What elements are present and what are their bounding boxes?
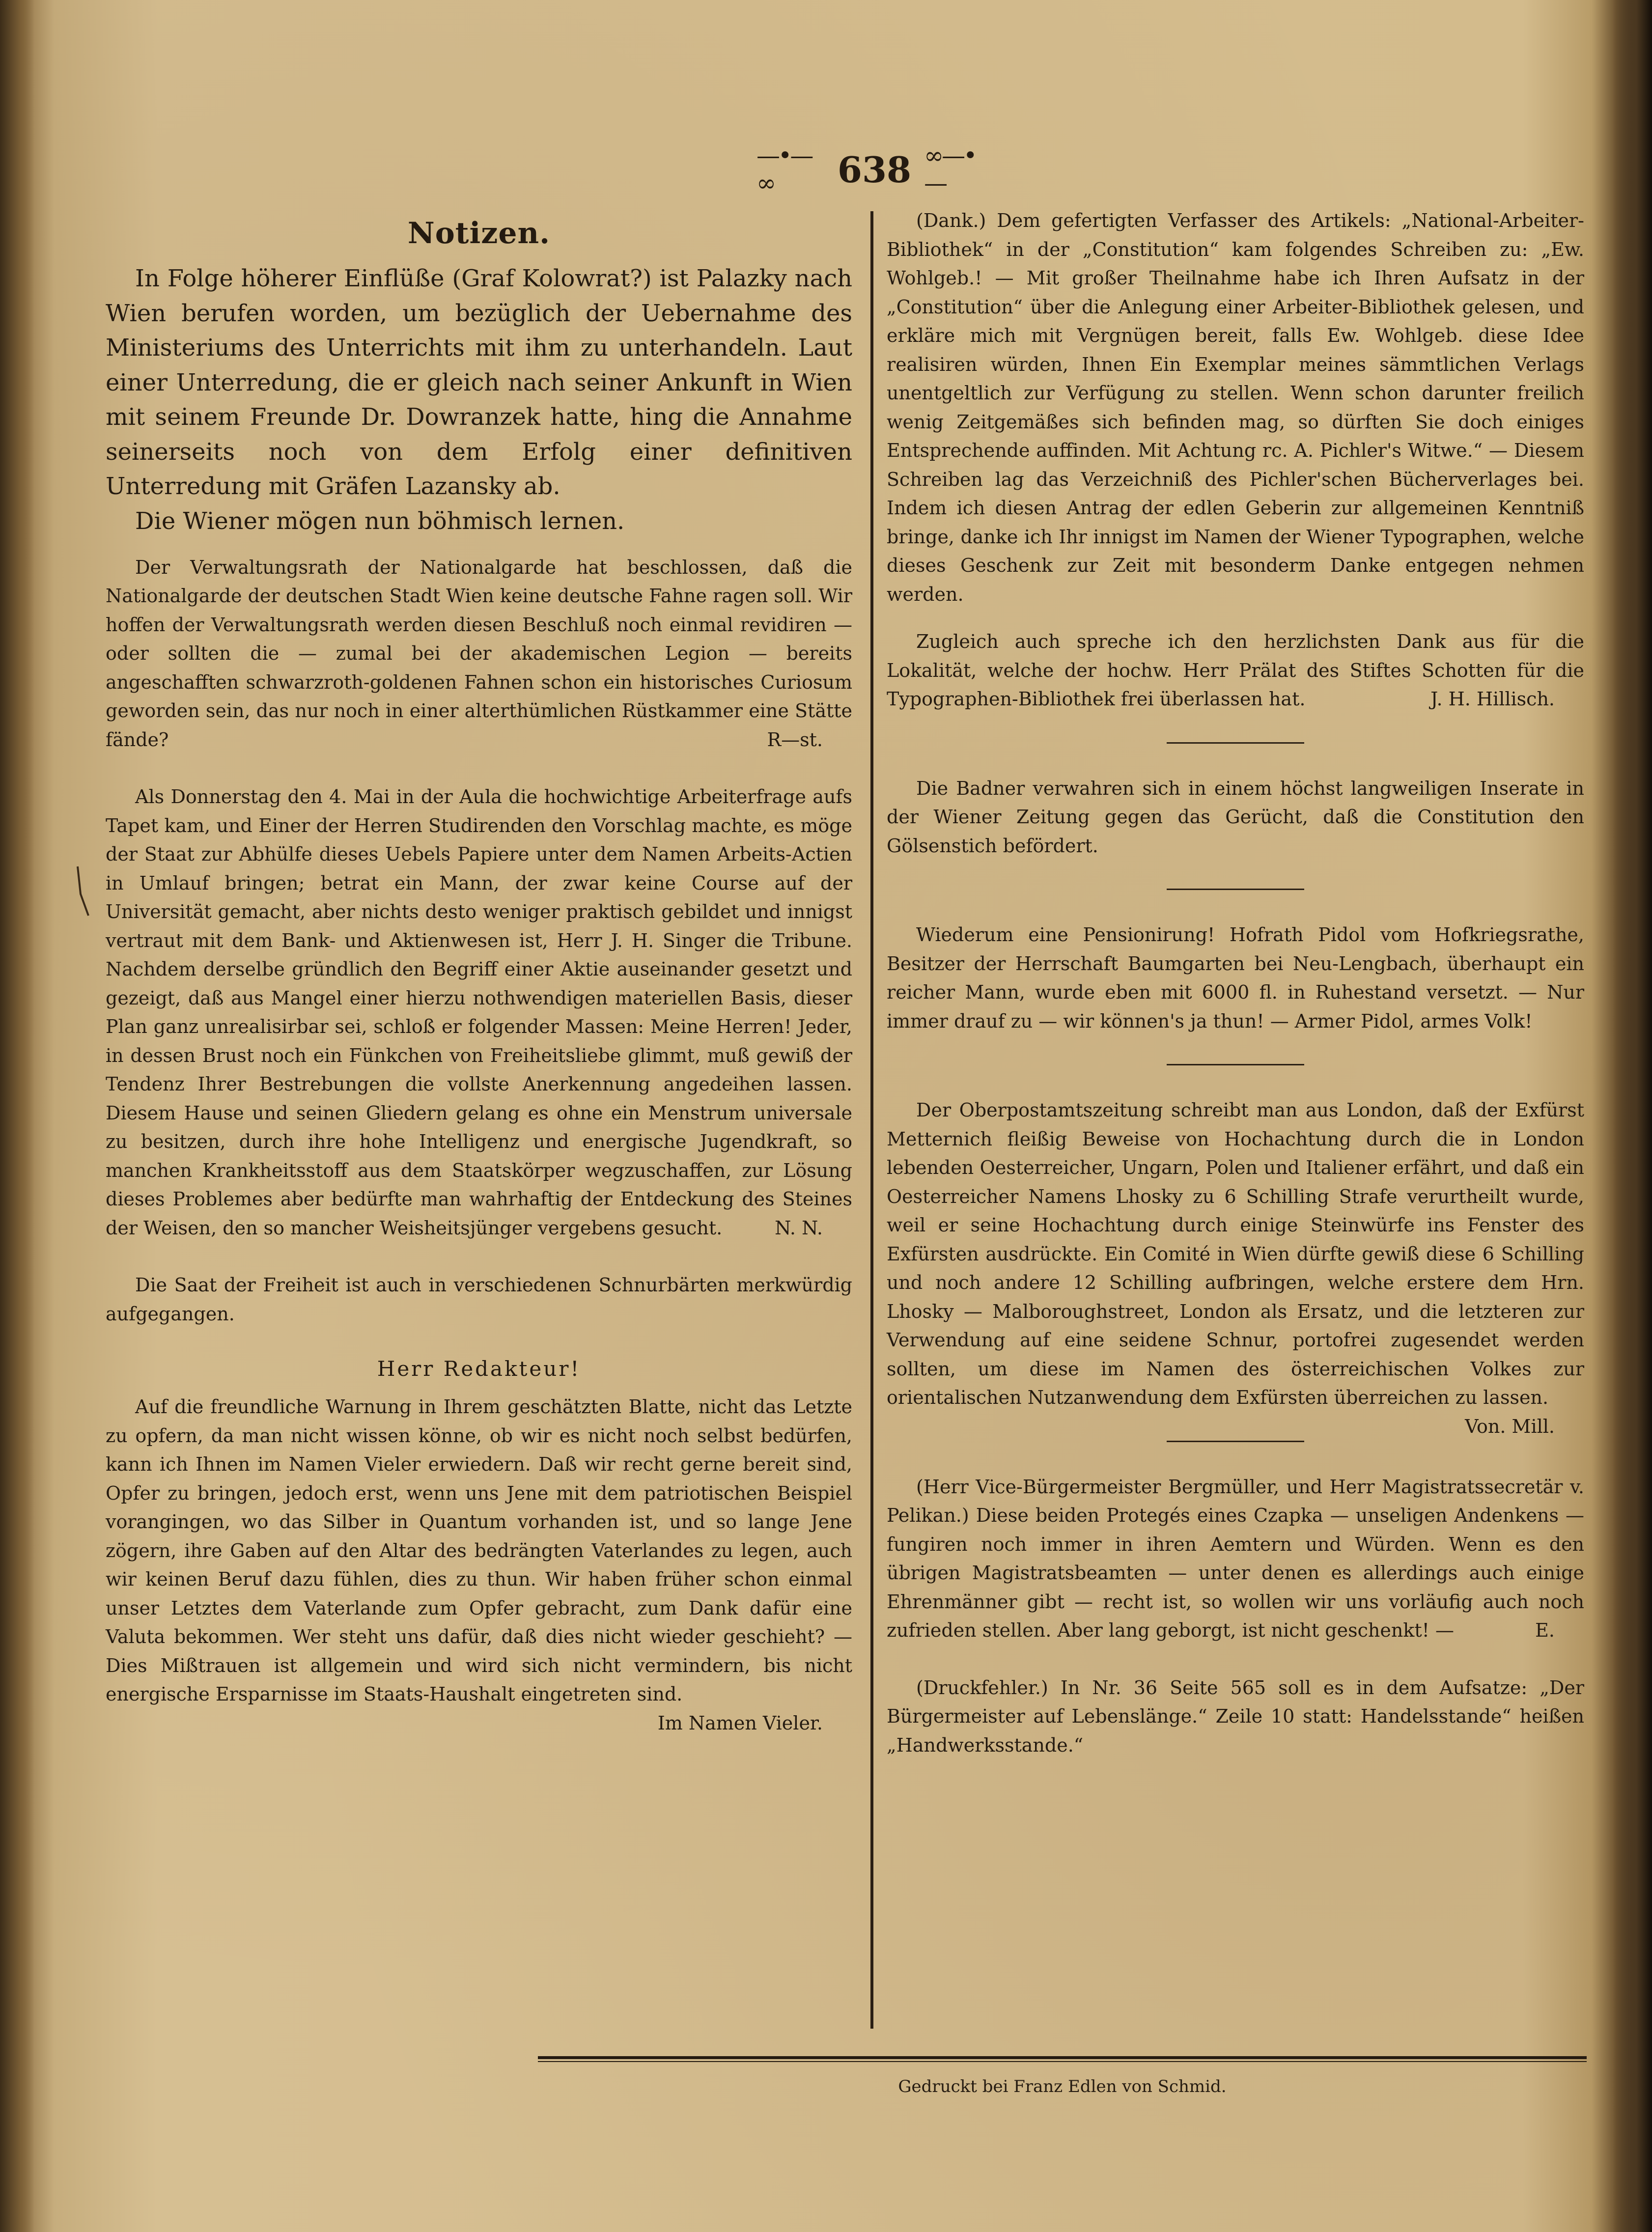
notice-metternich-text: Der Oberpostamtszeitung schreibt man aus London, daß der Exfürst Metternich fleißig Beweise von Hochachtung durch die in London lebenden Oesterreicher, Ungarn, Polen und Italiener erfährt, und daß ein Oesterreicher Namens Lhosky zu 6 Schilling Strafe verurtheilt wurde, weil er seine Hochachtung durch einige Steinwürfe ins Fenster des Exfürsten ausdrückte. Ein Comité in Wien dürfte gewiß diese 6 Schilling und noch andere 12 Schilling aufbringen, welche erstere dem Hrn. Lhosky — Malboroughstreet, London als Ersatz, und die letzteren zur Verwendung auf eine seidene Schnur, portofrei zugesendet werden sollten, um diese im Namen des österreichischen Volkes zur orientalischen Nutzanwendung dem Exfürsten überreichen zu lassen. (887, 1099, 1584, 1408)
column-divider (870, 211, 873, 2029)
spacer (887, 1645, 1584, 1674)
page-edge-shadow (1613, 0, 1652, 2232)
notice-arbeiterfrage-signature: N. N. (775, 1217, 823, 1239)
notice-palazky-closing (106, 504, 852, 538)
notice-dank: (Dank.) Dem gefertigten Verfasser des Artikels: „National-Arbeiter-Bibliothek“ in der „Constitution“ kam folgendes Schreiben zu: „Ew. Wohlgeb.! — Mit großer Theilnahme habe ich Ihren Aufsatz in der „Constitution“ über die Anlegung einer Arbeiter-Bibliothek gelesen, und erkläre mich mit Vergnügen bereit, falls Ew. Wohlgeb. diese Idee realisiren würden, Ihnen Ein Exemplar meines sämmtlichen Verlags unentgeltlich zur Verfügung zu stellen. Wenn schon darunter freilich wenig Zeitgemäßes sich befinden mag, so dürften Sie doch einiges Entsprechende auffinden. Mit Achtung rc. A. Pichler's Witwe.“ — Diesem Schreiben lag das Verzeichniß des Pichler'schen Bücherverlages bei. Indem ich diesen Antrag der edlen Geberin zur allgemeinen Kenntniß bringe, danke ich Ihr innigst im Namen der Wiener Typographen, welche dieses Geschenk zur Zeit mit besonderm Danke entgegen nehmen werden. (887, 210, 1584, 605)
margin-pencil-mark (74, 865, 93, 919)
closing-line: Die Wiener mögen nun böhmisch lernen. (135, 507, 625, 535)
letter-signature: Im Namen Vieler. (657, 1712, 823, 1734)
section-title: Notizen. (407, 216, 551, 251)
left-column (106, 216, 852, 1737)
separator-rule (1167, 1064, 1304, 1065)
spacer (106, 1328, 852, 1357)
separator-rule (1167, 742, 1304, 744)
separator-rule (1167, 889, 1304, 890)
notice-badner: Die Badner verwahren sich in einem höchst langweiligen Inserate in der Wiener Zeitung gegen das Gerücht, daß die Constitution den Gölsenstich befördert. (887, 777, 1584, 857)
footer-rule (538, 2056, 1587, 2059)
notice-arbeiterfrage-text: Als Donnerstag den 4. Mai in der Aula die hochwichtige Arbeiterfrage aufs Tapet kam, und Einer der Herren Studirenden den Vorschlag machte, es möge der Staat zur Abhülfe dieses Uebels Papiere unter dem Namen Arbeits-Actien in Umlauf bringen; betrat ein Mann, der zwar keine Course auf der Universität gemacht, aber nichts desto weniger praktisch gebildet und innigst vertraut mit dem Bank- und Aktienwesen ist, Herr J. H. Singer die Tribune. Nachdem derselbe gründlich den Begriff einer Aktie auseinander gesetzt und gezeigt, daß aus Mangel einer hierzu nothwendigen materiellen Basis, dieser Plan ganz unrealisirbar sei, schloß er folgender Massen: Meine Herren! Jeder, in dessen Brust noch ein Fünkchen von Freiheitsliebe glimmt, muß gewiß der Tendenz Ihrer Bestrebungen die vollste Anerkennung angedeihen lassen. Diesem Hause und seinen Gliedern gelang es ohne ein Menstrum universale zu besitzen, durch ihre hohe Intelligenz und energische Jugendkraft, so manchen Krankheitsstoff aus dem Staatskörper wegzuschaffen, zur Lösung dieses Problemes aber bedürfte man wahrhaftig der Entdeckung des Steines der Weisen, den so mancher Weisheitsjünger vergebens gesucht. (106, 786, 852, 1239)
notice-vice-buergermeister (887, 1473, 1584, 1645)
printer-imprint: Gedruckt bei Franz Edlen von Schmid. (898, 2077, 1227, 2096)
spacer (106, 754, 852, 782)
notice-nationalgarde-signature: R—st. (767, 728, 823, 751)
separator-rule (1167, 1441, 1304, 1442)
notice-vice-signature: E. (1535, 1619, 1555, 1641)
notice-schnurbaerte: Die Saat der Freiheit ist auch in verschiedenen Schnurbärten merkwürdig aufgegangen. (106, 1274, 852, 1325)
letter-body (106, 1393, 852, 1734)
letter-heading: Herr Redakteur! (377, 1357, 581, 1381)
spacer (887, 609, 1584, 627)
notice-dank-signature: J. H. Hillisch. (1430, 688, 1555, 710)
notice-vice-text: (Herr Vice-Bürgermeister Bergmüller, und Herr Magistratssecretär v. Pelikan.) Diese beiden Protegés eines Czapka — unseligen Andenkens — fungiren noch immer in ihren Aemtern und Würden. Wenn es den übrigen Magistratsbeamten — unter denen es allerdings auch einige Ehrenmänner gibt — recht ist, so wollen wir uns vorläufig auch noch zufrieden stellen. Aber lang geborgt, ist nicht geschenkt! — (887, 1476, 1584, 1641)
page-header (756, 142, 992, 196)
notice-metternich (887, 1096, 1584, 1437)
notice-nationalgarde-text: Der Verwaltungsrath der Nationalgarde hat beschlossen, daß die Nationalgarde der deutschen Stadt Wien keine deutsche Fahne ragen soll. Wir hoffen der Verwaltungsrath werden diesen Beschluß noch einmal revidiren — oder sollten die — zumal bei der akademischen Legion — bereits angeschafften schwarzroth-goldenen Fahnen schon ein historisches Curiosum geworden sein, das nur noch in einer alterthümlichen Rüstkammer eine Stätte fände? (106, 556, 852, 751)
right-ornament-icon: ∞—•— (924, 142, 976, 197)
notice-palazky: In Folge höherer Einflüße (Graf Kolowrat?) ist Palazky nach Wien berufen worden, um bezüglich der Uebernahme des Ministeriums des Unterrichts mit ihm zu unterhandeln. Laut einer Unterredung, die er gleich nach seiner Ankunft in Wien mit seinem Freunde Dr. Dowranzek hatte, hing die Annahme seinerseits noch von dem Erfolg einer definitiven Unterredung mit Gräfen Lazansky ab. (106, 265, 852, 500)
left-ornament-icon: —•—∞ (756, 142, 812, 197)
notice-nationalgarde (106, 553, 852, 754)
right-column (887, 206, 1584, 1759)
spacer (106, 1242, 852, 1271)
page-number: 638 (837, 148, 912, 191)
notice-pensionirung: Wiederum eine Pensionirung! Hofrath Pidol vom Hofkriegsrathe, Besitzer der Herrschaft Baumgarten bei Neu-Lengbach, überhaupt ein reicher Mann, wurde eben mit 6000 fl. in Ruhestand versetzt. — Nur immer drauf zu — wir können's ja thun! — Armer Pidol, armes Volk! (887, 924, 1584, 1032)
notice-dank-2 (887, 627, 1584, 714)
footer-rule-thin (538, 2061, 1587, 2062)
notice-arbeiterfrage (106, 782, 852, 1242)
notice-metternich-signature: Von. Mill. (1465, 1415, 1555, 1437)
book-binding-shadow (0, 0, 34, 2232)
notice-dank-2-text: Zugleich auch spreche ich den herzlichsten Dank aus für die Lokalität, welche der hochw. Herr Prälat des Stiftes Schotten für die Typographen-Bibliothek frei überlassen hat. (887, 631, 1584, 710)
letter-text: Auf die freundliche Warnung in Ihrem geschätzten Blatte, nicht das Letzte zu opfern, da man nicht wissen könne, ob wir es nicht noch selbst bedürfen, kann ich Ihnen im Namen Vieler erwiedern. Daß wir recht gerne bereit sind, Opfer zu bringen, jedoch erst, wenn uns Jene mit dem patriotischen Beispiel vorangingen, wo das Silber in Quantum vorhanden ist, und so lange Jene zögern, ihre Gaben auf den Altar des bedrängten Vaterlandes zu legen, auch wir keinen Beruf dazu fühlen, dies zu thun. Wir haben früher schon einmal unser Letztes dem Vaterlande zum Opfer gebracht, zum Dank dafür eine Valuta bekommen. Wer steht uns dafür, daß dies nicht wieder geschieht? — Dies Mißtrauen ist allgemein und wird sich nicht vermindern, bis nicht energische Ersparnisse im Staats-Haushalt eingetreten sind. (106, 1396, 852, 1705)
notice-druckfehler: (Druckfehler.) In Nr. 36 Seite 565 soll es in dem Aufsatze: „Der Bürgermeister auf Lebenslänge.“ Zeile 10 statt: Handelsstande“ heißen „Handwerksstande.“ (887, 1676, 1584, 1756)
